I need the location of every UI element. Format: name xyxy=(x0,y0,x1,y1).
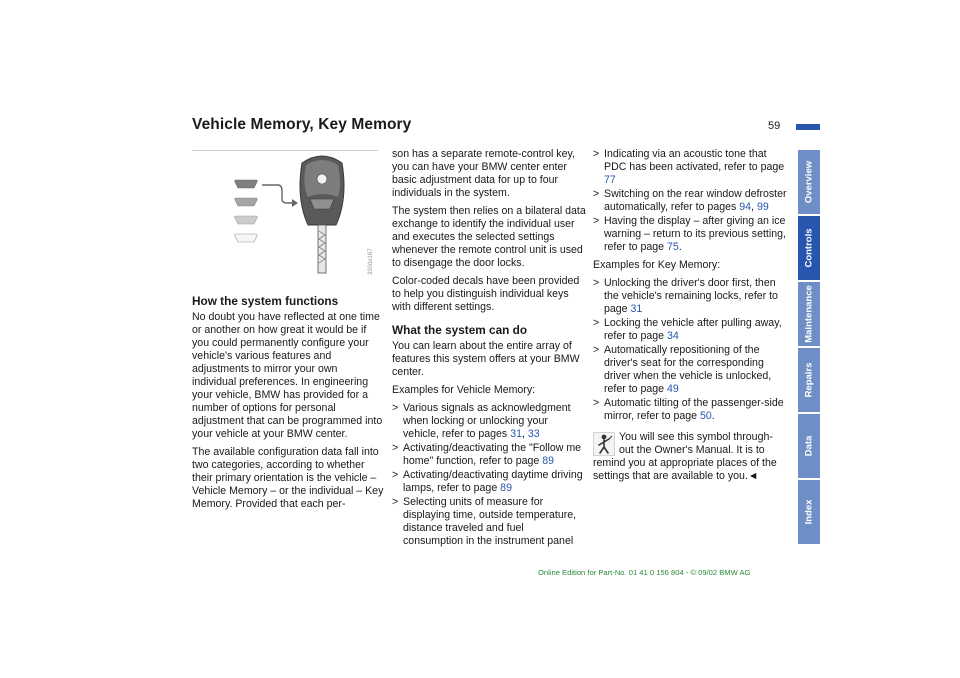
tab-label: Index xyxy=(803,499,815,525)
page-link[interactable]: 89 xyxy=(542,455,555,467)
tab-repairs[interactable] xyxy=(798,348,820,412)
list-item: > Indicating via an acoustic tone that PDC has been activated, refer to page 77 xyxy=(593,148,785,186)
bullet: > xyxy=(392,402,399,414)
bmw-emblem xyxy=(317,174,327,184)
end-mark: ◄ xyxy=(747,470,759,482)
tab-data[interactable] xyxy=(798,414,820,478)
footer-edition: Online Edition for Part-No. 01 41 0 156 804 - © 09/02 BMW AG xyxy=(538,568,751,577)
decal-dark xyxy=(235,180,258,188)
list-item: > Unlocking the driver's door first, then the vehicle's remaining locks, refer to page 31 xyxy=(593,277,778,315)
tab-label: Data xyxy=(803,435,815,457)
tab-label: Maintenance xyxy=(803,285,815,343)
settings-note xyxy=(593,431,787,483)
key-memory-list xyxy=(593,277,787,423)
page-link[interactable]: 31 xyxy=(630,303,643,315)
note-line: remind you at appropriate places of the settings that are available to you.◄ xyxy=(593,457,777,482)
list-item: > Having the display – after giving an ice warning – return to its previous setting, refer to page 75. xyxy=(593,215,786,253)
page-link[interactable]: 99 xyxy=(756,201,769,213)
section-tabs xyxy=(798,150,820,544)
paragraph: You can learn about the entire array of features this system offers at your BMW center. xyxy=(392,340,580,378)
arrow-head xyxy=(292,199,298,207)
list-item: > Switching on the rear window defroster automatically, refer to pages 94, 99 xyxy=(593,188,787,213)
bullet: > xyxy=(392,469,399,481)
key-memory-symbol-icon xyxy=(593,432,615,456)
section-heading: How the system functions xyxy=(192,294,339,308)
page-link[interactable]: 94 xyxy=(739,201,752,213)
bullet: > xyxy=(593,215,600,227)
note-line: out the Owner's Manual. It is to xyxy=(619,444,765,456)
decal-white xyxy=(235,234,258,242)
page-link[interactable]: 31 xyxy=(510,428,522,440)
list-item: > Locking the vehicle after pulling away, refer to page 34 xyxy=(593,317,782,342)
vehicle-memory-list-cont xyxy=(593,148,787,254)
page-link[interactable]: 75 xyxy=(667,241,679,253)
page-number: 59 xyxy=(768,120,781,132)
bullet: > xyxy=(593,397,600,409)
page-link[interactable]: 49 xyxy=(667,383,679,395)
page-link[interactable]: 89 xyxy=(500,482,512,494)
bullet: > xyxy=(593,148,600,160)
decal-medium xyxy=(235,198,258,206)
tab-overview[interactable] xyxy=(798,150,820,214)
page-link[interactable]: 34 xyxy=(667,330,679,342)
column-right xyxy=(593,148,787,483)
bullet: > xyxy=(593,344,600,356)
paragraph: Color-coded decals have been provided to help you distinguish individual keys with different settings. xyxy=(392,275,580,313)
bullet: > xyxy=(593,317,600,329)
list-item: > Automatically repositioning of the driver's seat for the corresponding driver when the vehicle is unlocked, refer to page 49 xyxy=(593,344,772,395)
tab-label: Repairs xyxy=(803,362,815,398)
vehicle-memory-list xyxy=(392,402,586,548)
bullet: > xyxy=(593,188,600,200)
page-link[interactable]: 77 xyxy=(604,174,616,186)
page-link[interactable]: 50 xyxy=(699,410,712,422)
decal-light xyxy=(235,216,258,224)
note-line: You will see this symbol through- xyxy=(619,431,773,443)
tab-label: Overview xyxy=(803,160,815,204)
column-middle xyxy=(392,148,586,553)
section-heading: What the system can do xyxy=(392,323,528,337)
column-left xyxy=(192,295,384,516)
tab-label: Controls xyxy=(803,228,815,268)
page-title: Vehicle Memory, Key Memory xyxy=(192,116,412,133)
paragraph: son has a separate remote-control key, you can have your BMW center enter basic adjustment data for up to four individuals in the system. xyxy=(392,148,575,199)
tab-maintenance[interactable] xyxy=(798,282,820,346)
page-link[interactable]: 33 xyxy=(527,428,540,440)
tab-index[interactable] xyxy=(798,480,820,544)
list-item: > Activating/deactivating the "Follow me home" function, refer to page 89 xyxy=(392,442,582,467)
bullet: > xyxy=(392,496,399,508)
list-item: > Selecting units of measure for displaying time, outside temperature, distance traveled and fuel consumption in the instrument panel xyxy=(392,496,577,547)
page-number-bar xyxy=(796,124,820,130)
bullet: > xyxy=(392,442,399,454)
list-item: > Automatic tilting of the passenger-side mirror, refer to page 50. xyxy=(593,397,784,422)
arrow-line xyxy=(262,185,294,203)
paragraph: The system then relies on a bilateral data exchange to identify the individual user and executes the selected settings whenever the remote control unit is used to disengage the door locks. xyxy=(392,205,586,269)
figure-code: 390de167 xyxy=(368,248,374,275)
list-item: > Various signals as acknowledgment when locking or unlocking your vehicle, refer to pages 31, 33 xyxy=(392,402,571,440)
key-illustration xyxy=(192,150,378,278)
paragraph: No doubt you have reflected at one time or another on how great it would be if you could permanently configure your vehicle's various features and adjustments to mirror your own individual preferences. In engineering your vehicle, BMW has provided for a number of options for personal adjustment that can be programmed into your vehicle at your BMW center. xyxy=(192,311,383,440)
paragraph: The available configuration data fall into two categories, according to whether their primary orientation is the vehicle – Vehicle Memory – or the individual – Key Memory. Provided that each per- xyxy=(192,446,384,510)
tab-controls[interactable] xyxy=(798,216,820,280)
examples-label: Examples for Key Memory: xyxy=(593,259,721,271)
examples-label: Examples for Vehicle Memory: xyxy=(392,384,536,396)
list-item: > Activating/deactivating daytime driving lamps, refer to page 89 xyxy=(392,469,583,494)
key-decal-slot xyxy=(310,199,334,209)
key-drawing xyxy=(192,151,378,279)
bullet: > xyxy=(593,277,600,289)
